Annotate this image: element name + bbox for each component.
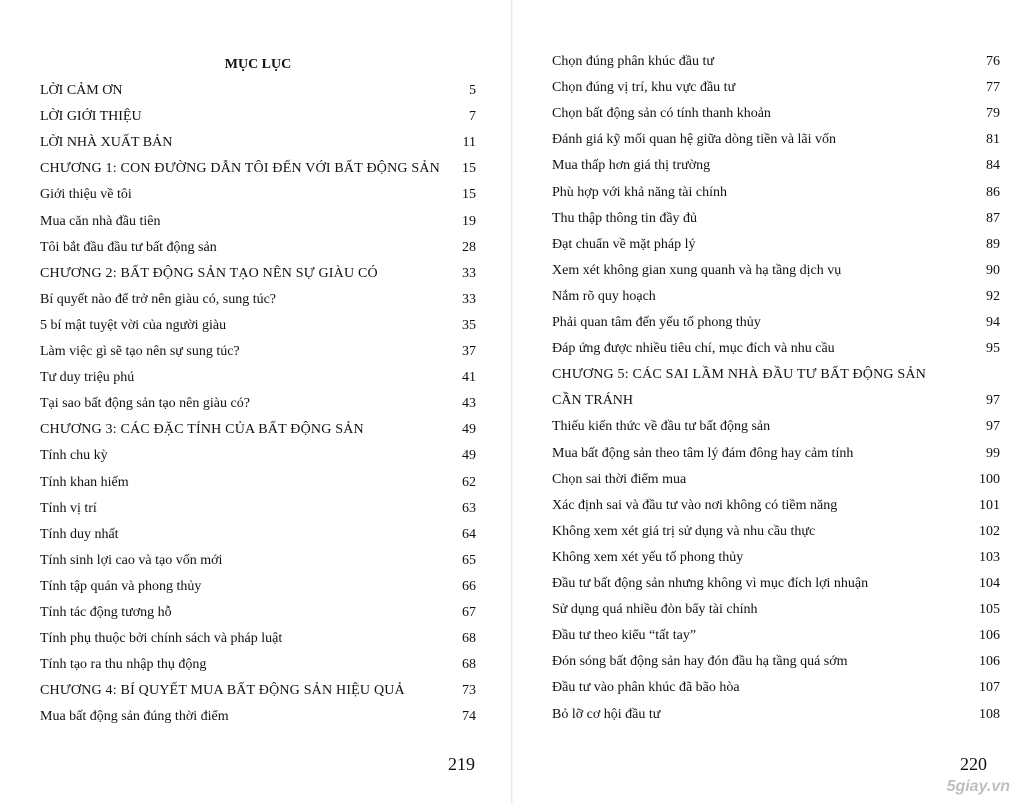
toc-entry (552, 675, 1000, 701)
toc-entry (552, 571, 1000, 597)
toc-entry (40, 261, 476, 287)
toc-entry (552, 49, 1000, 75)
toc-entry-title: CẦN TRÁNH (552, 393, 634, 409)
toc-entry-page: 101 (979, 497, 1000, 513)
toc-entry-page: 7 (469, 109, 476, 125)
toc-entry-title: Tôi bắt đầu đầu tư bất động sản (40, 239, 217, 255)
toc-entry (40, 313, 476, 339)
toc-entry-title: Phù hợp với khả năng tài chính (552, 184, 728, 200)
toc-entry (40, 235, 476, 261)
toc-entry (552, 441, 1000, 467)
toc-entry-title: CHƯƠNG 2: BẤT ĐỘNG SẢN TẠO NÊN SỰ GIÀU CÓ (40, 265, 378, 281)
toc-entry-title: Không xem xét yếu tố phong thủy (552, 549, 744, 565)
toc-entry-title: Chọn bất động sản có tính thanh khoản (552, 106, 771, 122)
toc-entry-title: LỜI GIỚI THIỆU (40, 109, 142, 125)
toc-entry-title: Không xem xét giá trị sử dụng và nhu cầu thực (552, 523, 816, 539)
toc-entry-page: 15 (462, 187, 476, 203)
toc-entry-title: Tính chu kỳ (40, 448, 108, 464)
toc-entry-page: 68 (462, 657, 476, 673)
toc-entry-title: CHƯƠNG 5: CÁC SAI LẦM NHÀ ĐẦU TƯ BẤT ĐỘNG SẢN (552, 367, 927, 383)
toc-entry-page: 19 (462, 213, 476, 229)
toc-entry-page: 107 (979, 680, 1000, 696)
toc-entry-title: Phải quan tâm đến yếu tố phong thủy (552, 315, 761, 330)
toc-entry (552, 310, 1000, 336)
toc-entry-title: Chọn đúng phân khúc đầu tư (552, 54, 714, 69)
toc-entry-page: 41 (462, 370, 476, 386)
toc-entry-page: 89 (986, 236, 1000, 252)
toc-entry (552, 127, 1000, 153)
toc-entry-page: 66 (462, 578, 476, 594)
toc-entry-title: 5 bí mật tuyệt vời của người giàu (40, 317, 227, 333)
toc-entry-title: Mua bất động sản đúng thời điểm (40, 709, 229, 725)
toc-title: MỤC LỤC (224, 57, 292, 72)
toc-entry-page: 74 (462, 709, 476, 725)
toc-entry-page: 92 (986, 288, 1000, 304)
toc-entry-page: 11 (462, 135, 476, 151)
toc-entry (40, 522, 476, 548)
toc-entry (552, 545, 1000, 571)
right-page (512, 0, 1024, 804)
toc-entry-page: 106 (979, 628, 1000, 644)
toc-entry-page: 95 (986, 341, 1000, 357)
toc-entry (40, 287, 476, 313)
toc-entry (552, 180, 1000, 206)
toc-entry (552, 388, 1000, 414)
toc-entry-title: Tính khan hiếm (40, 474, 129, 490)
toc-entry-page: 90 (986, 262, 1000, 278)
toc-entry (552, 75, 1000, 101)
toc-entry-page: 33 (462, 265, 476, 281)
toc-entry-page: 103 (979, 549, 1000, 565)
toc-entry-title: LỜI NHÀ XUẤT BẢN (40, 135, 173, 151)
toc-entry (552, 414, 1000, 440)
toc-entry-title: Tính sinh lợi cao và tạo vốn mới (40, 552, 223, 568)
toc-entry-title: Bỏ lỡ cơ hội đầu tư (552, 706, 661, 722)
toc-entry-title: CHƯƠNG 1: CON ĐƯỜNG DẪN TÔI ĐẾN VỚI BẤT ĐỘNG SẢN (40, 161, 440, 177)
toc-entry-title: Bí quyết nào để trở nên giàu có, sung túc? (40, 291, 277, 307)
toc-entry (40, 78, 476, 104)
toc-entry-page: 97 (986, 419, 1000, 435)
toc-entry-title: Sử dụng quá nhiều đòn bẩy tài chính (552, 602, 758, 618)
toc-entry (40, 104, 476, 130)
left-page-number: 219 (448, 754, 475, 774)
toc-entry-page: 63 (462, 500, 476, 516)
toc-entry-page: 35 (462, 317, 476, 333)
toc-entry-title: Chọn đúng vị trí, khu vực đầu tư (552, 80, 736, 96)
toc-entry (40, 652, 476, 678)
toc-entry (40, 626, 476, 652)
toc-entry-title: Đầu tư vào phân khúc đã bão hòa (552, 680, 740, 696)
toc-entry (552, 101, 1000, 127)
toc-entry-page: 68 (462, 631, 476, 647)
toc-entry (552, 649, 1000, 675)
toc-entry (552, 597, 1000, 623)
toc-entry (40, 182, 476, 208)
toc-entry (40, 156, 476, 182)
toc-entry (552, 467, 1000, 493)
toc-entry-title: Tại sao bất động sản tạo nên giàu có? (40, 396, 250, 412)
toc-entry (552, 519, 1000, 545)
toc-entry-title: Đáp ứng được nhiều tiêu chí, mục đích và nhu cầu (552, 341, 835, 357)
toc-entry-title: Làm việc gì sẽ tạo nên sự sung túc? (40, 344, 240, 359)
toc-entry-page: 97 (986, 393, 1000, 409)
toc-entry-page: 94 (986, 315, 1000, 330)
toc-entry-title: Đón sóng bất động sản hay đón đầu hạ tầng quá sớm (552, 654, 848, 670)
toc-entry (552, 336, 1000, 362)
toc-entry (552, 362, 1000, 388)
toc-entry-page: 37 (462, 344, 476, 359)
right-page-number: 220 (960, 754, 987, 774)
toc-entry-title: Mua bất động sản theo tâm lý đám đông hay cảm tính (552, 445, 854, 461)
toc-entry-page: 105 (979, 602, 1000, 618)
toc-entry (40, 574, 476, 600)
toc-entry-page: 64 (462, 526, 476, 542)
toc-entry-title: Tính phụ thuộc bởi chính sách và pháp luật (40, 631, 283, 647)
toc-entry-title: Thu thập thông tin đầy đủ (552, 210, 698, 226)
toc-entry-title: Đầu tư theo kiểu “tất tay” (552, 628, 697, 644)
toc-entry-title: CHƯƠNG 3: CÁC ĐẶC TÍNH CỦA BẤT ĐỘNG SẢN (40, 422, 364, 438)
toc-entry-title: Xem xét không gian xung quanh và hạ tầng dịch vụ (552, 262, 842, 278)
toc-entry (40, 496, 476, 522)
toc-entry (40, 130, 476, 156)
toc-entry-page: 49 (462, 448, 476, 464)
toc-entry-page: 108 (979, 706, 1000, 722)
toc-entry-title: Tính duy nhất (40, 526, 119, 542)
toc-entry-title: Đầu tư bất động sản nhưng không vì mục đích lợi nhuận (552, 576, 869, 591)
toc-entry (40, 365, 476, 391)
toc-entry-page: 84 (986, 158, 1000, 174)
toc-entry (40, 600, 476, 626)
toc-entry-title: LỜI CẢM ƠN (40, 83, 123, 98)
toc-entry-title: Đánh giá kỹ mối quan hệ giữa dòng tiền và lãi vốn (552, 132, 837, 148)
toc-entry (40, 391, 476, 417)
toc-entry-page: 79 (986, 106, 1000, 122)
toc-entry (40, 470, 476, 496)
toc-entry-title: Tính tập quán và phong thủy (40, 578, 202, 594)
toc-entry (552, 258, 1000, 284)
toc-entry (552, 284, 1000, 310)
toc-entry-title: CHƯƠNG 4: BÍ QUYẾT MUA BẤT ĐỘNG SẢN HIỆU QUẢ (40, 683, 405, 699)
toc-entry-title: Đạt chuẩn về mặt pháp lý (552, 236, 696, 252)
toc-entry (40, 678, 476, 704)
toc-entry-page: 104 (979, 576, 1000, 591)
toc-entry-page: 102 (979, 523, 1000, 539)
toc-entry-page: 65 (462, 552, 476, 568)
toc-entry-page: 73 (462, 683, 476, 699)
toc-entry-page: 49 (462, 422, 476, 438)
toc-entry-page: 67 (462, 605, 476, 620)
toc-entry-title: Giới thiệu về tôi (40, 187, 132, 203)
toc-entry (552, 232, 1000, 258)
toc-entry (40, 417, 476, 443)
toc-entry-page: 81 (986, 132, 1000, 148)
toc-entry (552, 493, 1000, 519)
toc-entry (40, 704, 476, 730)
toc-entry-title: Tính tác động tương hỗ (40, 605, 172, 620)
watermark: 5giay.vn (946, 778, 1010, 795)
toc-entry (40, 209, 476, 235)
toc-entry-title: Mua thấp hơn giá thị trường (552, 158, 711, 174)
toc-entry (552, 153, 1000, 179)
toc-entry-title: Tư duy triệu phú (40, 370, 135, 386)
toc-entry-page: 77 (986, 80, 1000, 96)
toc-entry-page: 99 (986, 445, 1000, 461)
toc-entry-title: Tính vị trí (40, 500, 97, 516)
toc-entry-page: 15 (462, 161, 476, 177)
toc-entry-title: Xác định sai và đầu tư vào nơi không có tiềm năng (552, 497, 838, 513)
toc-entry-page: 100 (979, 471, 1000, 487)
toc-entry-page: 87 (986, 210, 1000, 226)
toc-entry (552, 623, 1000, 649)
toc-entry-title: Tính tạo ra thu nhập thụ động (40, 657, 207, 673)
toc-entry (40, 339, 476, 365)
toc-entry (552, 206, 1000, 232)
toc-entry-title: Nắm rõ quy hoạch (552, 288, 656, 304)
toc-entry-page: 86 (986, 184, 1000, 200)
toc-entry-page: 43 (462, 396, 476, 412)
toc-entry-page: 28 (462, 239, 476, 255)
toc-entry-title: Thiếu kiến thức về đầu tư bất động sản (552, 419, 771, 435)
toc-entry-page: 76 (986, 54, 1000, 69)
toc-entry-page: 106 (979, 654, 1000, 670)
toc-entry-title: Chọn sai thời điểm mua (552, 471, 687, 487)
toc-entry (40, 443, 476, 469)
toc-entry-page: 62 (462, 474, 476, 490)
toc-entry-page: 5 (469, 83, 476, 98)
toc-entry (552, 702, 1000, 728)
toc-entry (40, 548, 476, 574)
toc-entry-page: 33 (462, 291, 476, 307)
toc-entry-title: Mua căn nhà đầu tiên (40, 213, 161, 229)
